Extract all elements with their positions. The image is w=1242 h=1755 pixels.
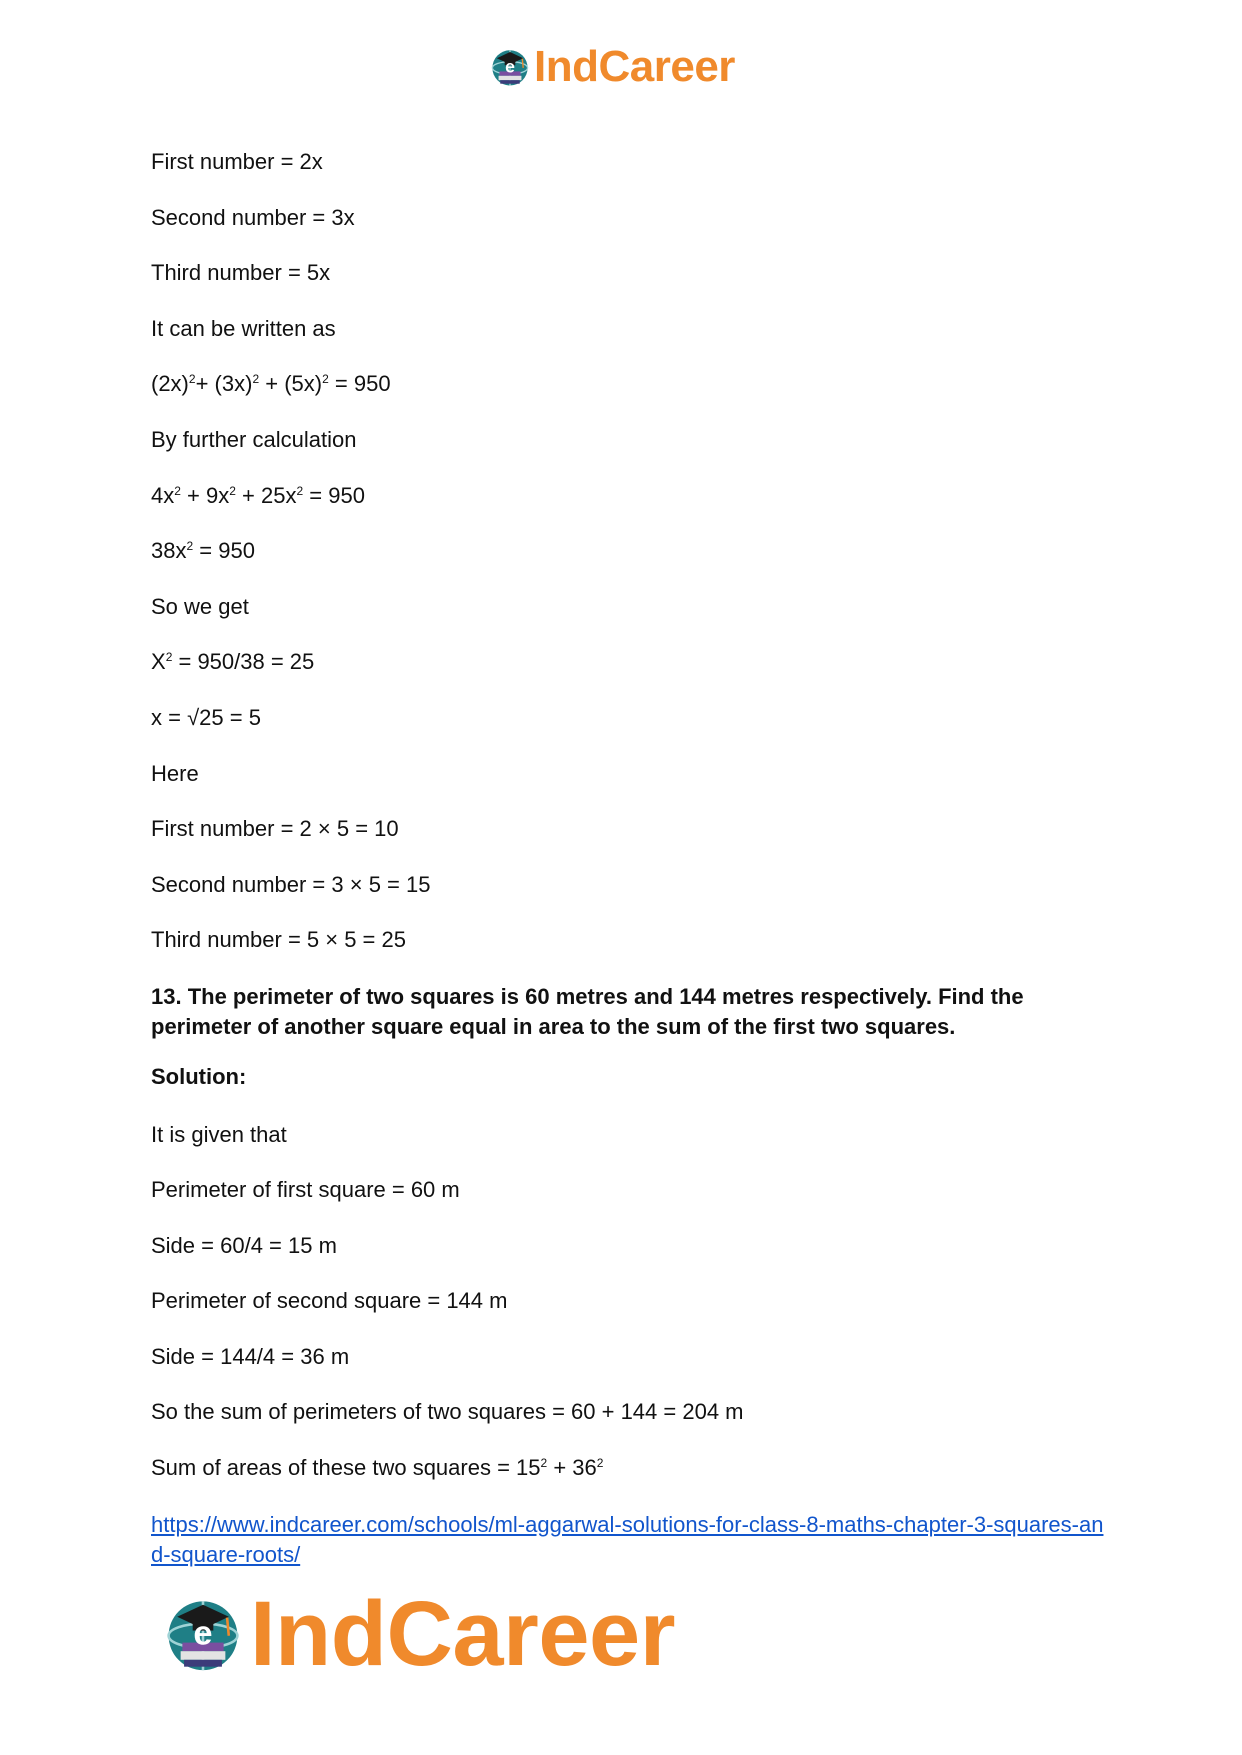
equation-line: $(2x)^2+ (3x)^2 + (5x)^2 = 950$ (151, 371, 391, 397)
text-line: Third number = 5x (151, 260, 331, 286)
svg-text:e: e (193, 1614, 213, 1653)
document-body (151, 148, 1111, 1570)
text-line: Second number = 3 × 5 = 15 (151, 871, 431, 897)
text-line: It can be written as (151, 315, 336, 341)
footer-logo (160, 1584, 675, 1684)
text-line: By further calculation (151, 426, 357, 452)
text-line: Side = 60/4 = 15 m (151, 1232, 337, 1258)
footer-logo-text: IndCareer (250, 1583, 675, 1685)
source-link[interactable]: https://www.indcareer.com/schools/ml-aggarwal-solutions-for-class-8-maths-chapter-3-squares-and-square-roots/ (151, 1511, 1104, 1567)
text-line: It is given that (151, 1121, 287, 1147)
equation-line: $38x^2 = 950$ (151, 538, 255, 564)
text-line: Second number = 3x (151, 204, 355, 230)
text-line: So we get (151, 593, 249, 619)
text-line: So the sum of perimeters of two squares = 60 + 144 = 204 m (151, 1399, 744, 1425)
header-logo-text: IndCareer (534, 42, 735, 91)
text-line: Perimeter of first square = 60 m (151, 1177, 460, 1203)
svg-text:e: e (505, 56, 515, 77)
question-13: 13. The perimeter of two squares is 60 metres and 144 metres respectively. Find the perimeter of another square equal in area to the sum of the first two squares. (151, 983, 1024, 1039)
header-logo (488, 44, 735, 90)
globe-graduation-cap-books-icon (488, 45, 532, 89)
equation-line: x = √25 = 5 (151, 704, 261, 730)
text-line: Perimeter of second square = 144 m (151, 1288, 508, 1314)
text-line: Side = 144/4 = 36 m (151, 1343, 350, 1369)
text-line: First number = 2x (151, 149, 323, 174)
solution-heading: Solution: (151, 1063, 247, 1089)
equation-line: $4x^2 + 9x^2 + 25x^2 = 950$ (151, 482, 365, 508)
globe-graduation-cap-books-icon (160, 1591, 246, 1677)
text-line: Here (151, 760, 199, 786)
text-line: First number = 2 × 5 = 10 (151, 816, 399, 842)
equation-line: $X^2 = 950/38 = 25$ (151, 649, 315, 675)
text-line: Third number = 5 × 5 = 25 (151, 927, 406, 953)
equation-line: Sum of areas of these two squares = $15^2 + 36^2$ (151, 1455, 604, 1481)
